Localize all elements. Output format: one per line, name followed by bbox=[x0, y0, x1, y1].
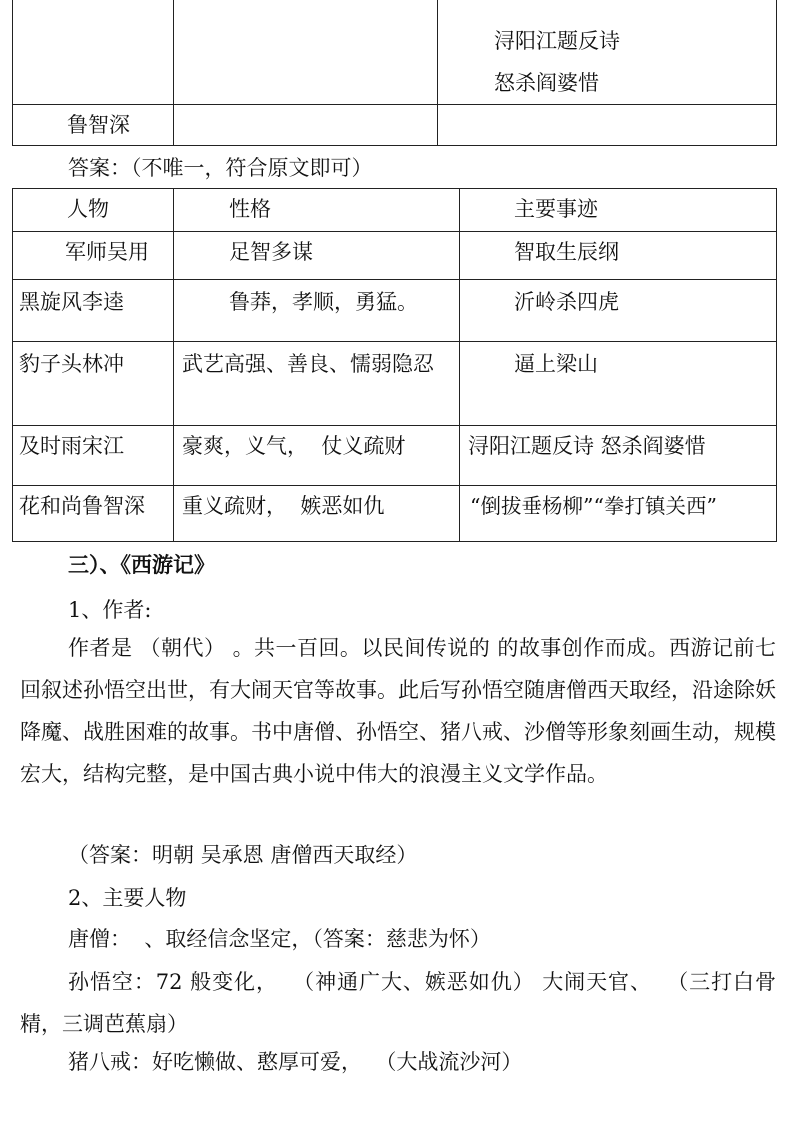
table-cell-deeds: 逼上梁山 bbox=[460, 342, 777, 426]
top-deed-line: 怒杀阎婆惜 bbox=[494, 71, 599, 95]
header-deeds: 主要事迹 bbox=[460, 189, 777, 232]
table-cell-trait: 豪爽，义气， 仗义疏财 bbox=[174, 426, 460, 486]
character-tangseng: 唐僧： 、取经信念坚定，（答案：慈悲为怀） bbox=[68, 927, 491, 951]
subheading-author: 1、作者: bbox=[68, 598, 152, 622]
answer-table bbox=[12, 188, 777, 542]
table-cell-trait: 重义疏财， 嫉恶如仇 bbox=[174, 486, 460, 542]
author-answer: （答案：明朝 吴承恩 唐僧西天取经） bbox=[68, 843, 418, 867]
answer-note: 答案：（不唯一，符合原文即可） bbox=[68, 156, 373, 180]
top-table-cell-name: 鲁智深 bbox=[13, 105, 174, 146]
top-table-continuation bbox=[12, 0, 777, 146]
table-cell-deeds: “倒拔垂杨柳”“拳打镇关西” bbox=[460, 486, 777, 542]
table-cell-trait: 鲁莽，孝顺，勇猛。 bbox=[174, 280, 460, 342]
author-paragraph: 作者是 （朝代） 。共一百回。以民间传说的 的故事创作而成。西游记前七回叙述孙悟空出世，有大闹天官等故事。此后写孙悟空随唐僧西天取经，沿途除妖降魔、战胜困难的故事。书中唐僧、孙悟空、猪八戒、沙僧等形象刻画生动，规模宏大，结构完整，是中国古典小说中伟大的浪漫主义文学作品。 bbox=[20, 636, 776, 786]
table-cell-name: 豹子头林冲 bbox=[13, 342, 174, 426]
header-trait: 性格 bbox=[174, 189, 460, 232]
table-cell-name: 黑旋风李逵 bbox=[13, 280, 174, 342]
table-cell-deeds: 浔阳江题反诗 怒杀阎婆惜 bbox=[460, 426, 777, 486]
character-sunwukong: 孙悟空：72 般变化， （神通广大、嫉恶如仇） 大闹天官、 （三打白骨精，三调芭蕉扇） bbox=[20, 970, 776, 1036]
top-table-cell-trait bbox=[174, 105, 438, 146]
subheading-characters: 2、主要人物 bbox=[68, 886, 187, 910]
top-table-cell-deeds bbox=[438, 0, 777, 105]
table-cell-deeds: 沂岭杀四虎 bbox=[460, 280, 777, 342]
top-table-cell-deeds bbox=[438, 105, 777, 146]
table-cell-deeds: 智取生辰纲 bbox=[460, 232, 777, 280]
top-deed-line: 浔阳江题反诗 bbox=[494, 29, 620, 53]
table-cell-name: 军师吴用 bbox=[13, 232, 174, 280]
section-heading: 三）、《西游记》 bbox=[68, 552, 215, 577]
top-table-cell-name bbox=[13, 0, 174, 105]
top-table-cell-trait bbox=[174, 0, 438, 105]
table-cell-name: 及时雨宋江 bbox=[13, 426, 174, 486]
table-cell-trait: 武艺高强、善良、懦弱隐忍 bbox=[174, 342, 460, 426]
table-cell-name: 花和尚鲁智深 bbox=[13, 486, 174, 542]
table-cell-trait: 足智多谋 bbox=[174, 232, 460, 280]
character-zhubajie: 猪八戒：好吃懒做、憨厚可爱， （大战流沙河） bbox=[68, 1050, 523, 1074]
header-name: 人物 bbox=[13, 189, 174, 232]
